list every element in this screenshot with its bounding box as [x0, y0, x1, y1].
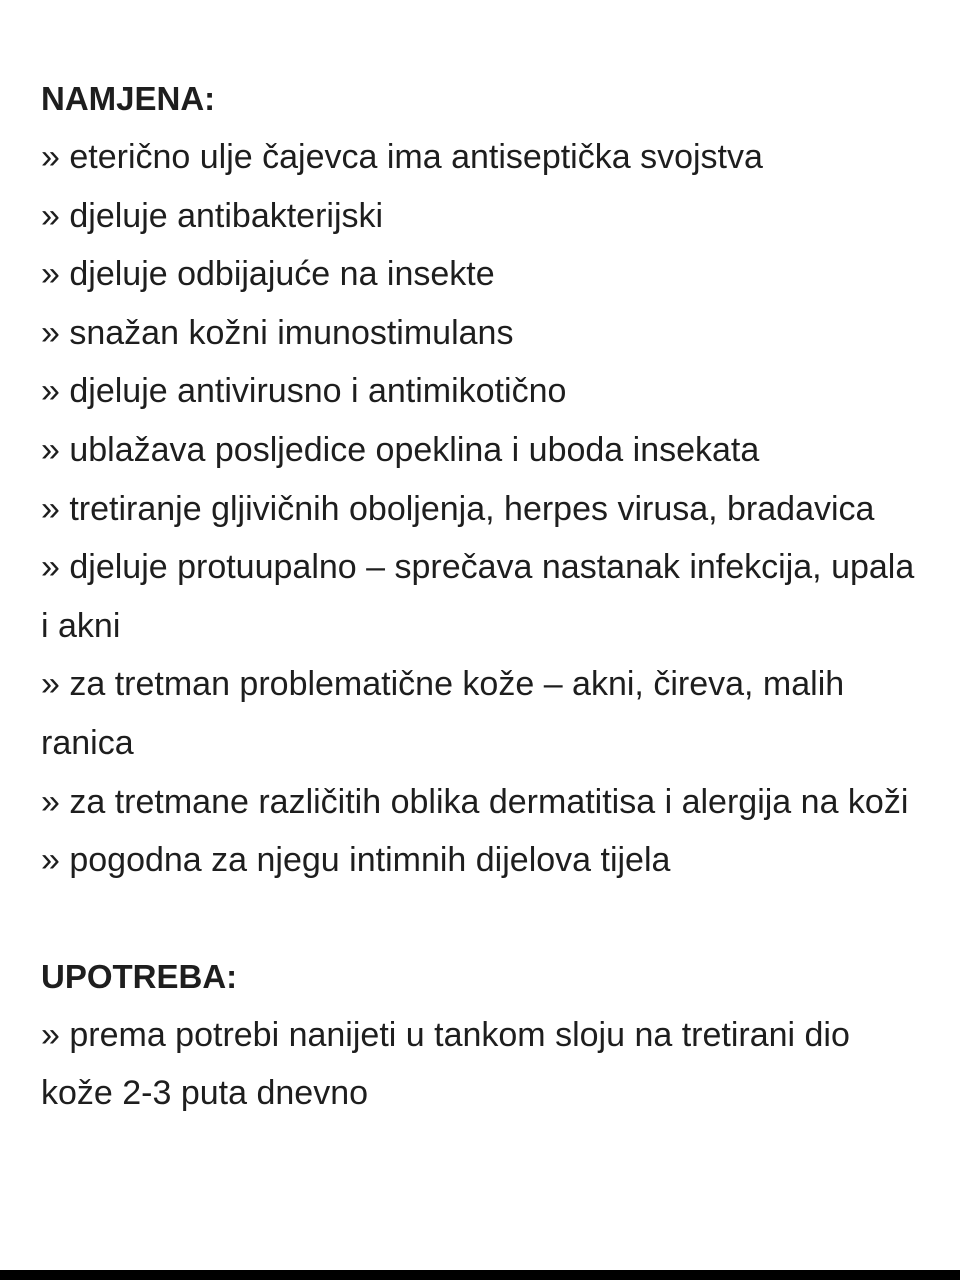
list-item: » ublažava posljedice opeklina i uboda insekata: [41, 430, 760, 469]
section-title-namjena: NAMJENA:: [41, 80, 216, 117]
list-item: » djeluje antivirusno i antimikotično: [41, 372, 567, 411]
list-item: » snažan kožni imunostimulans: [41, 313, 514, 352]
upotreba-list: [41, 1006, 931, 1123]
document-content: [41, 70, 931, 1123]
list-item: » pogodna za njegu intimnih dijelova tijela: [41, 841, 671, 880]
list-item: » djeluje odbijajuće na insekte: [41, 255, 495, 294]
list-item: » za tretman problematične kože – akni, čireva, malih ranica: [41, 665, 845, 762]
section-spacer: [41, 890, 931, 948]
list-item: » prema potrebi nanijeti u tankom sloju na tretirani dio kože 2-3 puta dnevno: [41, 1015, 850, 1113]
list-item: » tretiranje gljivičnih oboljenja, herpes virusa, bradavica: [41, 489, 875, 528]
list-item: » za tretmane različitih oblika dermatitisa i alergija na koži: [41, 782, 909, 821]
section-title-upotreba: UPOTREBA:: [41, 957, 238, 995]
list-item: » djeluje antibakterijski: [41, 196, 384, 235]
bottom-edge-bar: [0, 1270, 960, 1280]
list-item: » djeluje protuupalno – sprečava nastanak infekcija, upala i akni: [41, 548, 915, 645]
list-item: » eterično ulje čajevca ima antiseptička svojstva: [41, 138, 763, 176]
namjena-list: [41, 128, 931, 890]
